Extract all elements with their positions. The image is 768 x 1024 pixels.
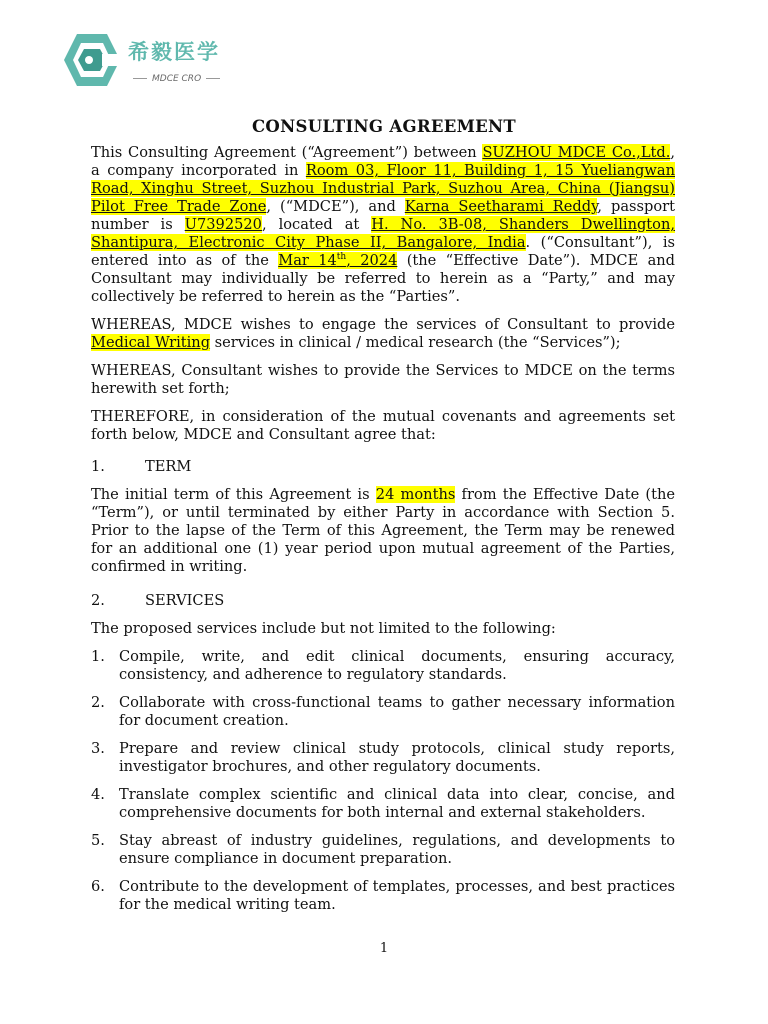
- intro-text: This Consulting Agreement (“Agreement”) between: [91, 144, 483, 161]
- section-number: 1.: [91, 458, 105, 475]
- section-title: TERM: [145, 458, 192, 475]
- therefore-paragraph: THEREFORE, in consideration of the mutual covenants and agreements set forth below, MDCE and Consultant agree that:: [91, 408, 675, 443]
- service-type-field: Medical Writing: [91, 334, 211, 351]
- intro-text: . (“Consultant”), is entered into as of the: [91, 234, 675, 269]
- item-text: Contribute to the development of templates, processes, and best practices for the medical writing team.: [119, 878, 675, 913]
- list-item: [91, 878, 675, 914]
- services-intro: The proposed services include but not limited to the following:: [91, 620, 556, 637]
- company-name-field: SUZHOU MDCE Co.,Ltd.: [482, 144, 671, 161]
- intro-text: , a company incorporated in: [91, 144, 675, 179]
- term-paragraph: [91, 486, 675, 576]
- item-text: Compile, write, and edit clinical documents, ensuring accuracy, consistency, and adherence to regulatory standards.: [119, 648, 675, 683]
- date-superscript: th: [336, 252, 347, 263]
- list-item: [91, 648, 675, 684]
- item-text: Stay abreast of industry guidelines, regulations, and developments to ensure compliance in document preparation.: [119, 832, 675, 867]
- list-item: [91, 832, 675, 868]
- mdce-logo-icon: [62, 32, 122, 88]
- item-number: 5.: [91, 832, 105, 849]
- logo-english-name: MDCE CRO: [128, 74, 225, 84]
- consultant-address-field: H. No. 3B-08, Shanders Dwellington, Shantipura, Electronic City Phase II, Bangalore, India: [91, 216, 675, 251]
- services-list: [91, 648, 675, 914]
- section-2-heading: [91, 592, 675, 610]
- term-text: from the Effective Date (the “Term”), or until terminated by either Party in accordance with Section 5. Prior to the lapse of the Term of this Agreement, the Term may be renewed for an additional one (1) year period upon mutual agreement of the Parties, confirmed in writing.: [91, 486, 675, 575]
- term-text: The initial term of this Agreement is: [91, 486, 376, 503]
- date-text: Mar 14: [278, 252, 337, 269]
- effective-date-field: [278, 252, 397, 269]
- item-number: 1.: [91, 648, 105, 665]
- whereas-text: WHEREAS, MDCE wishes to engage the services of Consultant to provide: [91, 316, 675, 333]
- intro-text: , passport number is: [91, 198, 675, 233]
- whereas-paragraph-1: [91, 316, 675, 352]
- item-number: 4.: [91, 786, 105, 803]
- consultant-name-field: Karna Seetharami Reddy: [404, 198, 598, 215]
- whereas-text: services in clinical / medical research (the “Services”);: [210, 334, 621, 351]
- list-item: [91, 694, 675, 730]
- intro-paragraph: [91, 144, 675, 306]
- company-logo: [62, 32, 242, 88]
- list-item: [91, 786, 675, 822]
- section-1-heading: [91, 458, 675, 476]
- item-number: 2.: [91, 694, 105, 711]
- document-title: CONSULTING AGREEMENT: [251, 117, 517, 136]
- document-body: [91, 144, 675, 924]
- whereas-paragraph-2: WHEREAS, Consultant wishes to provide the Services to MDCE on the terms herewith set forth;: [91, 362, 675, 397]
- intro-text: , located at: [261, 216, 372, 233]
- intro-text: , (“MDCE”), and: [266, 198, 405, 215]
- term-duration-field: 24 months: [375, 486, 456, 503]
- company-address-field: Room 03, Floor 11, Building 1, 15 Yueliangwan Road, Xinghu Street, Suzhou Industrial Park, Suzhou Area, China (Jiangsu) Pilot Free Trade Zone: [91, 162, 675, 215]
- item-number: 3.: [91, 740, 105, 757]
- section-title: SERVICES: [145, 592, 225, 609]
- item-number: 6.: [91, 878, 105, 895]
- item-text: Prepare and review clinical study protocols, clinical study reports, investigator brochures, and other regulatory documents.: [119, 740, 675, 775]
- logo-chinese-name: 希毅医学: [128, 40, 220, 64]
- section-number: 2.: [91, 592, 105, 609]
- page-number: 1: [379, 941, 389, 956]
- passport-number-field: U7392520: [184, 216, 262, 233]
- list-item: [91, 740, 675, 776]
- item-text: Collaborate with cross-functional teams to gather necessary information for document creation.: [119, 694, 675, 729]
- date-text: , 2024: [346, 252, 398, 269]
- intro-text: (the “Effective Date”). MDCE and Consultant may individually be referred to herein as a “Party,” and may collectively be referred to herein as the “Parties”.: [91, 252, 676, 305]
- item-text: Translate complex scientific and clinical data into clear, concise, and comprehensive documents for both internal and external stakeholders.: [119, 786, 675, 821]
